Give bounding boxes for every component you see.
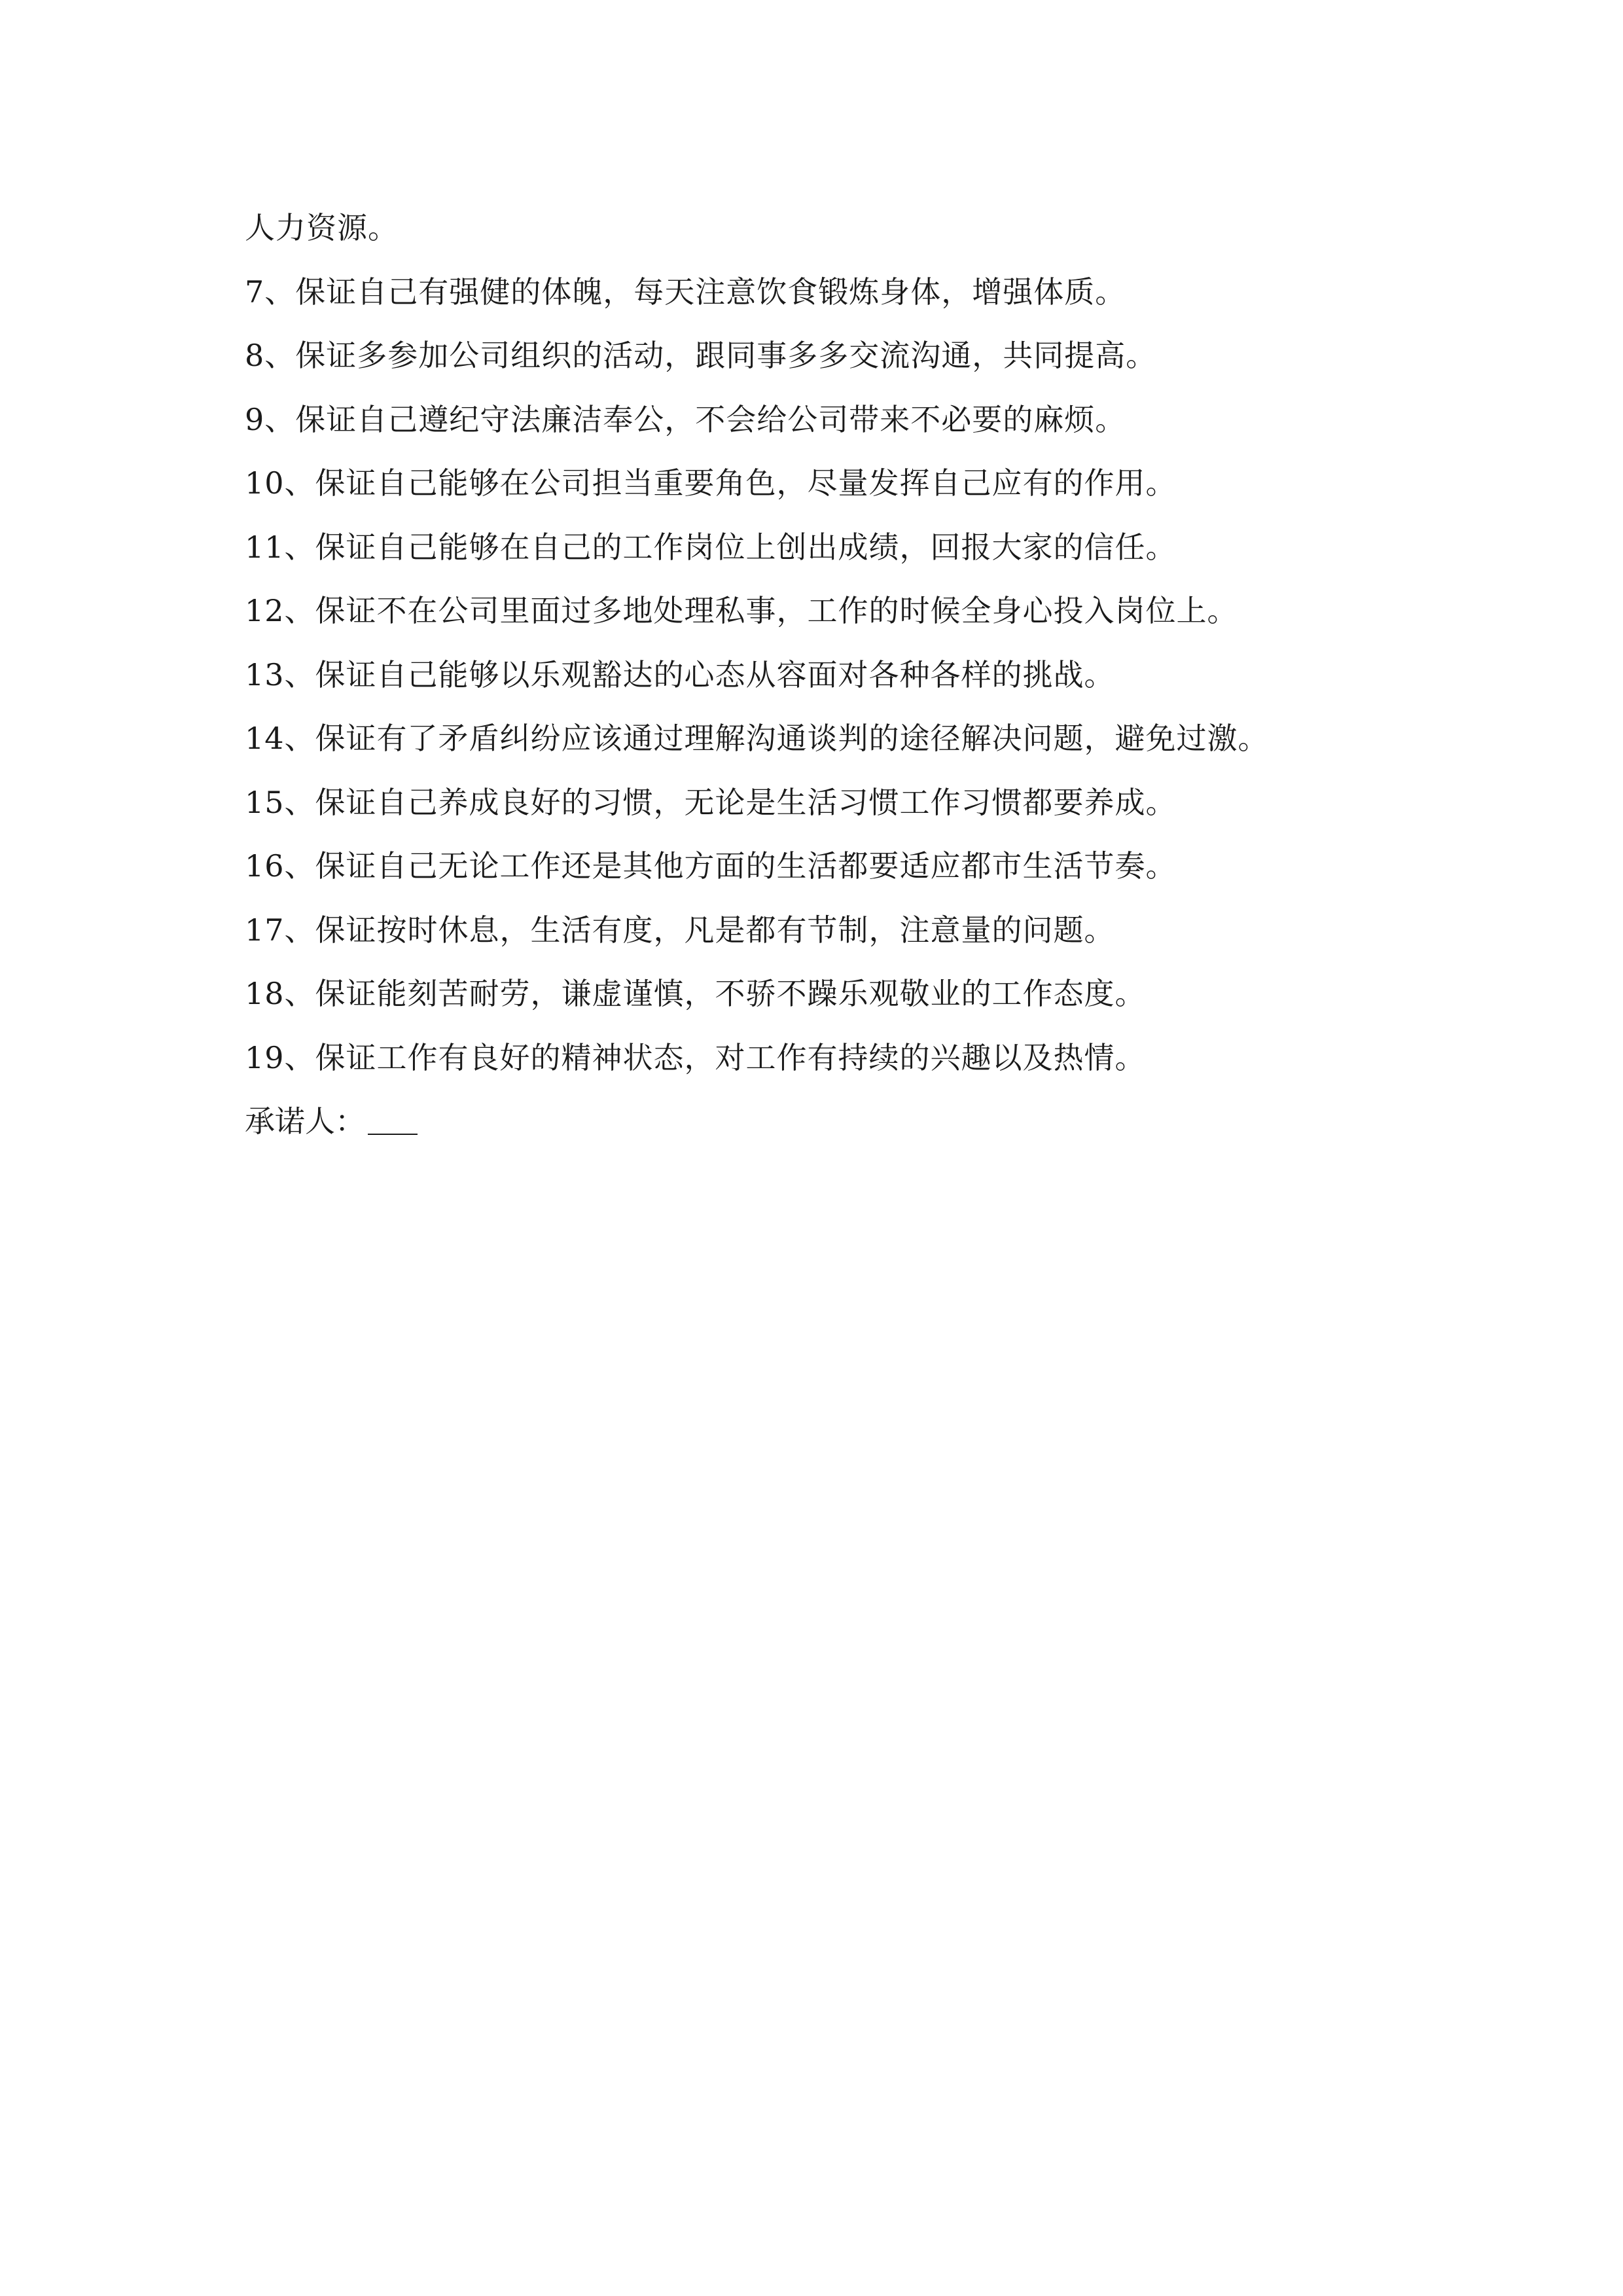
pledge-item-16: 16、保证自己无论工作还是其他方面的生活都要适应都市生活节奏。 — [245, 848, 1177, 884]
pledge-item-7: 7、保证自己有强健的体魄，每天注意饮食锻炼身体，增强体质。 — [245, 274, 1126, 310]
signature-label: 承诺人： — [245, 1103, 365, 1139]
pledge-item-9: 9、保证自己遵纪守法廉洁奉公，不会给公司带来不必要的麻烦。 — [245, 401, 1126, 437]
pledge-item-17: 17、保证按时休息，生活有度，凡是都有节制，注意量的问题。 — [245, 912, 1115, 948]
pledge-item-12: 12、保证不在公司里面过多地处理私事，工作的时候全身心投入岗位上。 — [245, 593, 1238, 628]
pledge-item-18: 18、保证能刻苦耐劳，谦虚谨慎，不骄不躁乐观敬业的工作态度。 — [245, 976, 1146, 1011]
signature-blank-line — [368, 1134, 418, 1135]
pledge-item-8: 8、保证多参加公司组织的活动，跟同事多多交流沟通，共同提高。 — [245, 338, 1157, 373]
pledge-item-19: 19、保证工作有良好的精神状态，对工作有持续的兴趣以及热情。 — [245, 1039, 1146, 1075]
pledge-item-10: 10、保证自己能够在公司担当重要角色，尽量发挥自己应有的作用。 — [245, 465, 1177, 501]
pledge-item-14: 14、保证有了矛盾纠纷应该通过理解沟通谈判的途径解决问题，避免过激。 — [245, 721, 1269, 756]
document-body — [245, 196, 1397, 1154]
pledge-item-15: 15、保证自己养成良好的习惯，无论是生活习惯工作习惯都要养成。 — [245, 784, 1177, 820]
pledge-item-13: 13、保证自己能够以乐观豁达的心态从容面对各种各样的挑战。 — [245, 656, 1115, 692]
signature-row — [245, 1090, 1397, 1154]
pledge-item-11: 11、保证自己能够在自己的工作岗位上创出成绩，回报大家的信任。 — [245, 529, 1177, 565]
text-line: 人力资源。 — [245, 210, 399, 245]
